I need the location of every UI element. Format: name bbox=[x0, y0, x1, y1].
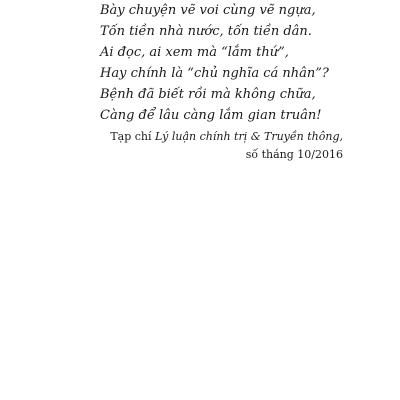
poem-stanza bbox=[100, 0, 329, 126]
source-journal-name: Lý luận chính trị & Truyền thông, bbox=[155, 130, 343, 143]
poem-line-2: Tốn tiền nhà nước, tốn tiền dân. bbox=[100, 24, 312, 39]
source-prefix: Tạp chí bbox=[110, 130, 156, 143]
source-citation bbox=[110, 128, 343, 164]
source-journal-line bbox=[110, 128, 343, 146]
poem-line-5: Bệnh đã biết rồi mà không chữa, bbox=[100, 87, 316, 102]
poem-line-3: Ai đọc, ai xem mà “lắm thứ”, bbox=[100, 45, 289, 60]
poem-line-1: Bày chuyện vẽ voi cùng vẽ ngựa, bbox=[100, 3, 316, 18]
source-issue: số tháng 10/2016 bbox=[245, 148, 343, 161]
poem-line-6: Càng để lâu càng lắm gian truân! bbox=[100, 108, 322, 123]
poem-line-4: Hay chính là “chủ nghĩa cá nhân”? bbox=[100, 66, 329, 81]
